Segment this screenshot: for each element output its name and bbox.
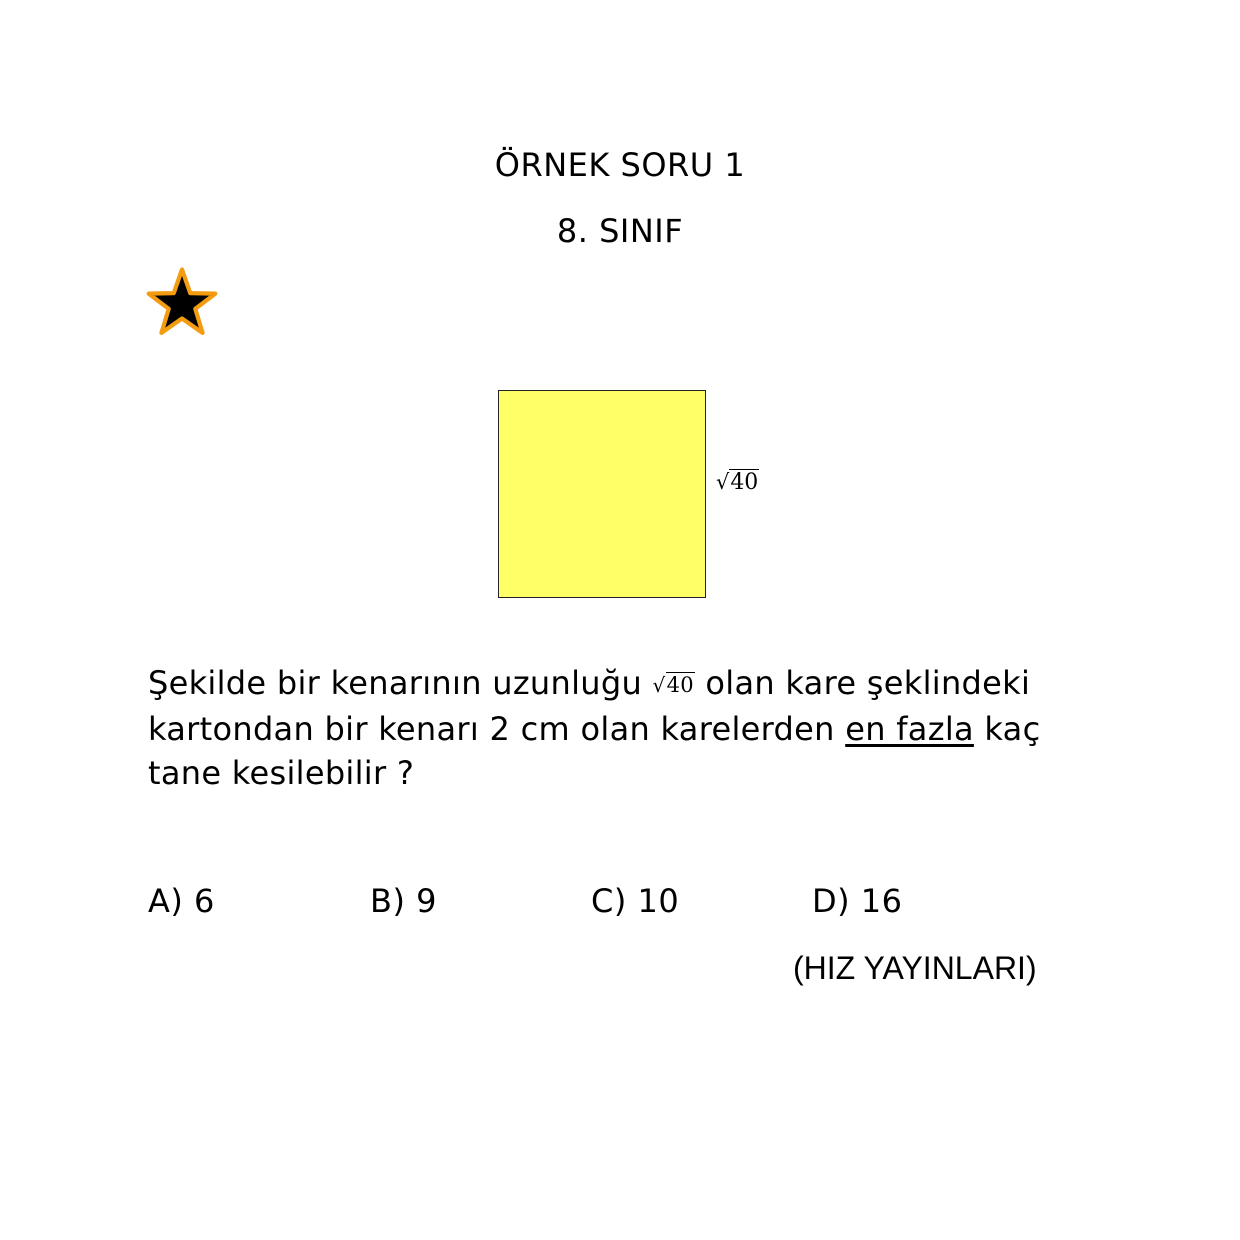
star-icon xyxy=(146,266,218,336)
inline-radicand: 40 xyxy=(666,673,694,697)
option-b[interactable]: B) 9 xyxy=(370,882,437,920)
radical-sign: √ xyxy=(716,470,730,494)
question-part-2: olan kare şeklindeki kartondan bir kenarı 2 cm olan karelerden xyxy=(148,664,1031,748)
question-part-1: Şekilde bir kenarının uzunluğu xyxy=(148,664,643,702)
inline-radical-sign: √ xyxy=(652,673,666,697)
grade-label: 8. SINIF xyxy=(556,212,684,250)
emphasis-text: en fazla xyxy=(845,710,974,748)
yellow-square-figure xyxy=(498,390,706,598)
page-title: ÖRNEK SORU 1 xyxy=(494,146,746,184)
option-d[interactable]: D) 16 xyxy=(812,882,903,920)
side-length-label xyxy=(716,470,759,495)
question-part-3: kaç tane kesilebilir ? xyxy=(148,710,1041,792)
square-root-expression xyxy=(716,470,759,495)
inline-square-root xyxy=(653,663,695,707)
question-text xyxy=(148,661,1108,795)
option-c[interactable]: C) 10 xyxy=(591,882,680,920)
option-a[interactable]: A) 6 xyxy=(148,882,215,920)
source-label: (HIZ YAYINLARI) xyxy=(793,950,1037,986)
radicand: 40 xyxy=(730,470,759,495)
